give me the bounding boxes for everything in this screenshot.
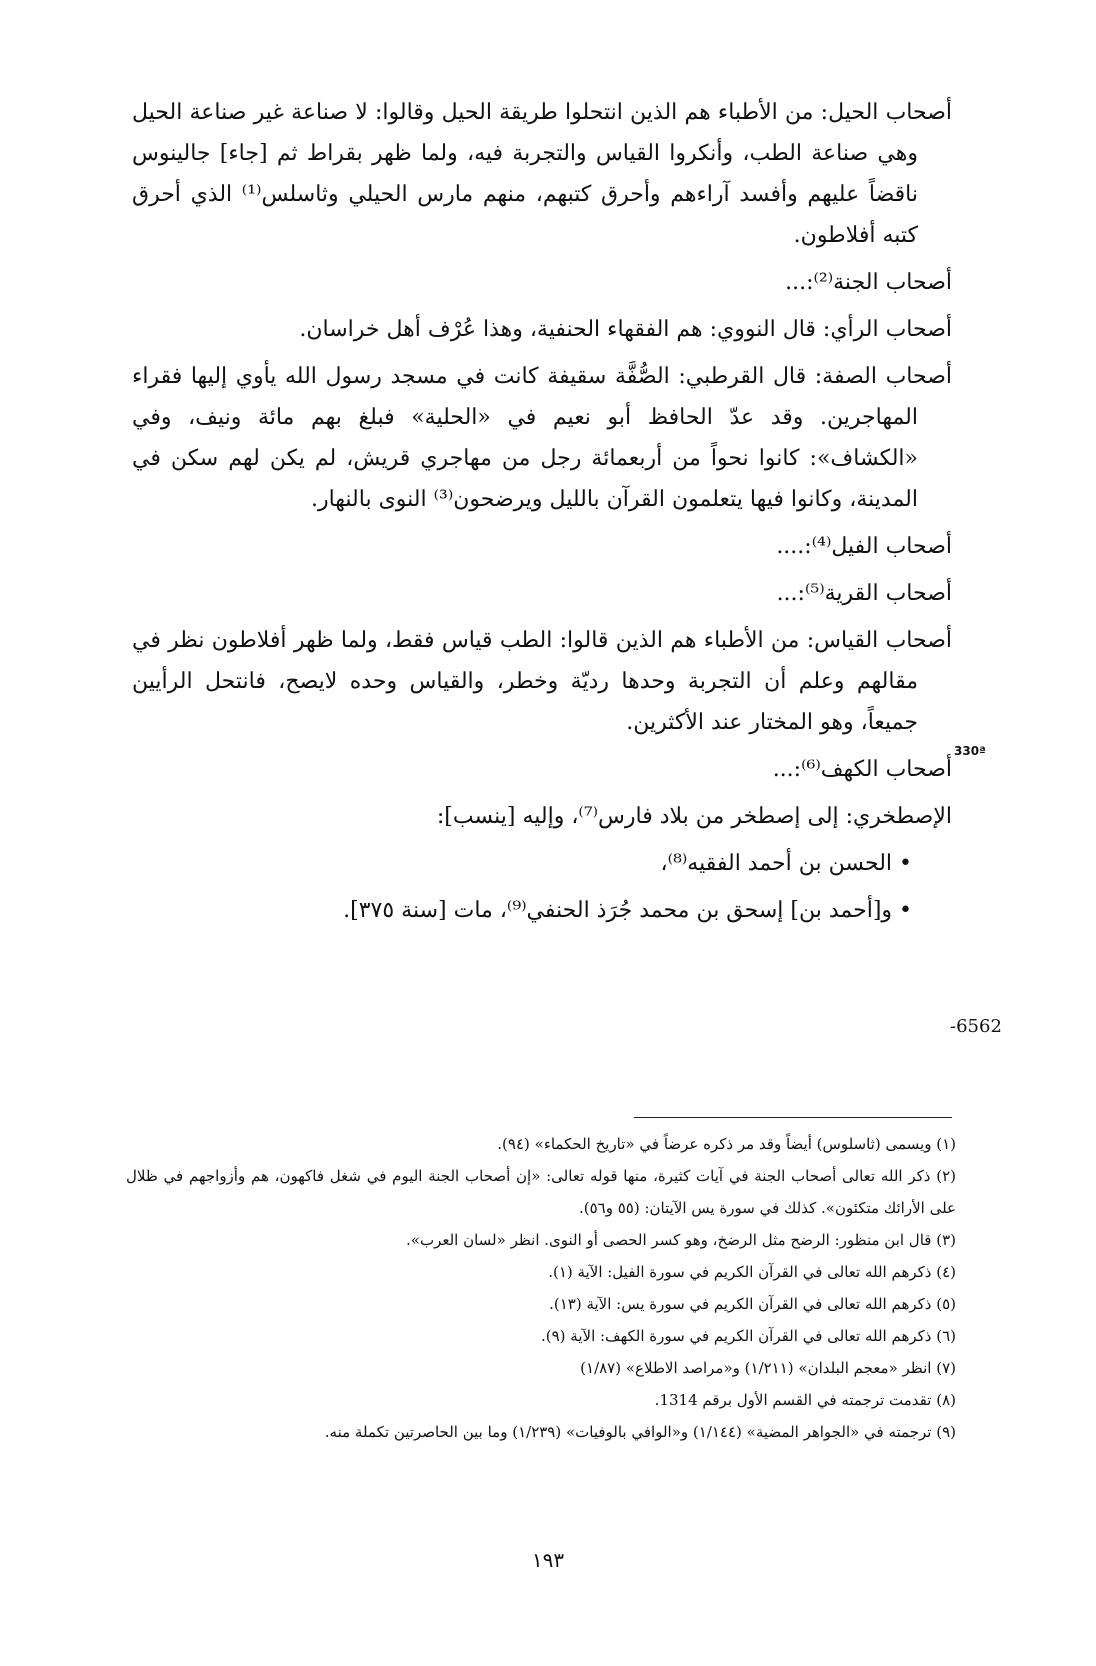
footnote: (٤) ذكرهم الله تعالى في القرآن الكريم في سورة الفيل: الآية (١). <box>548 1263 956 1281</box>
istakhri-bullet-item: • الحسن بن أحمد الفقيه⁽⁸⁾، <box>660 851 912 876</box>
footnote: (٩) ترجمته في «الجواهر المضية» (١/١٤٤) و«الوافي بالوفيات» (١/٢٣٩) وما بين الحاصرتين تكملة منه. <box>324 1423 956 1441</box>
entry-ashab-al-ray: أصحاب الرأي: قال النووي: هم الفقهاء الحنفية، وهذا عُرْف أهل خراسان. <box>299 317 952 342</box>
entry-ashab-al-hiyal: أصحاب الحيل: من الأطباء هم الذين انتحلوا طريقة الحيل وقالوا: لا صناعة غير صناعة الحيل وهي صناعة الطب، وأنكروا القياس والتجربة فيه، ولما ظهر بقراط ثم [جاء] جالينوس ناقضاً عليهم وأفسد آراءهم وأحرق كتبهم، منهم مارس الحيلي وثاسلس⁽¹⁾ الذي أحرق كتبه أفلاطون. <box>132 100 952 248</box>
entry-ashab-al-fil: أصحاب الفيل⁽⁴⁾:.... <box>776 534 952 559</box>
footnote: (٧) انظر «معجم البلدان» (١/٢١١) و«مراصد الاطلاع» (١/٨٧) <box>580 1359 956 1377</box>
entry-istakhri-heading: الإصطخري: إلى إصطخر من بلاد فارس⁽⁷⁾، وإليه [ينسب]: <box>436 804 952 829</box>
istakhri-bullet-item: • و[أحمد بن] إسحق بن محمد جُرَذ الحنفي⁽⁹⁾، مات [سنة ٣٧٥]. <box>343 898 912 923</box>
footnotes <box>126 1128 956 1448</box>
entry-ashab-al-qiyas: أصحاب القياس: من الأطباء هم الذين قالوا: الطب قياس فقط، ولما ظهر أفلاطون نظر في مقالهم وعلم أن التجربة وحدها رديّة وخطر، والقياس وحده لايصح، فانتحل الرأيين جميعاً، وهو المختار عند الأكثرين. <box>132 628 952 735</box>
page-number: ١٩٣ <box>531 1548 565 1572</box>
main-text <box>132 92 952 937</box>
footnote: (٥) ذكرهم الله تعالى في القرآن الكريم في سورة يس: الآية (١٣). <box>549 1295 956 1313</box>
footnote: (٨) تقدمت ترجمته في القسم الأول برقم 1314. <box>654 1391 956 1409</box>
footnote: (٢) ذكر الله تعالى أصحاب الجنة في آيات كثيرة، منها قوله تعالى: «إن أصحاب الجنة اليوم في شغل فاكهون، هم وأزواجهم في ظلال على الأرائك متكئون». كذلك في سورة يس الآيتان: (٥٥ و٥٦). <box>126 1167 956 1217</box>
entry-ashab-al-suffa: أصحاب الصفة: قال القرطبي: الصُّفَّة سقيفة كانت في مسجد رسول الله يأوي إليها فقراء المهاجرين. وقد عدّ الحافظ أبو نعيم في «الحلية» فبلغ بهم مائة ونيف، وفي «الكشاف»: كانوا نحواً من أربعمائة رجل من مهاجري قريش، لم يكن لهم سكن في المدينة، وكانوا فيها يتعلمون القرآن بالليل ويرضحون⁽³⁾ النوى بالنهار. <box>132 364 952 512</box>
entry-ashab-al-qarya: أصحاب القرية⁽⁵⁾:... <box>776 581 952 606</box>
entry-ashab-al-janna: أصحاب الجنة⁽²⁾:... <box>785 270 952 295</box>
footnote-divider <box>634 1117 952 1118</box>
entry-ashab-al-kahf: أصحاب الكهف⁽⁶⁾:... <box>772 757 952 782</box>
entry-number: -6562 <box>950 1016 1002 1037</box>
footnote: (٦) ذكرهم الله تعالى في القرآن الكريم في سورة الكهف: الآية (٩). <box>540 1327 956 1345</box>
folio-marker: 330ª <box>954 744 986 758</box>
footnote: (٣) قال ابن منظور: الرضح مثل الرضخ، وهو كسر الحصى أو النوى. انظر «لسان العرب». <box>406 1231 956 1249</box>
footnote: (١) ويسمى (ثاسلوس) أيضاً وقد مر ذكره عرضاً في «تاريخ الحكماء» (٩٤). <box>497 1135 956 1153</box>
